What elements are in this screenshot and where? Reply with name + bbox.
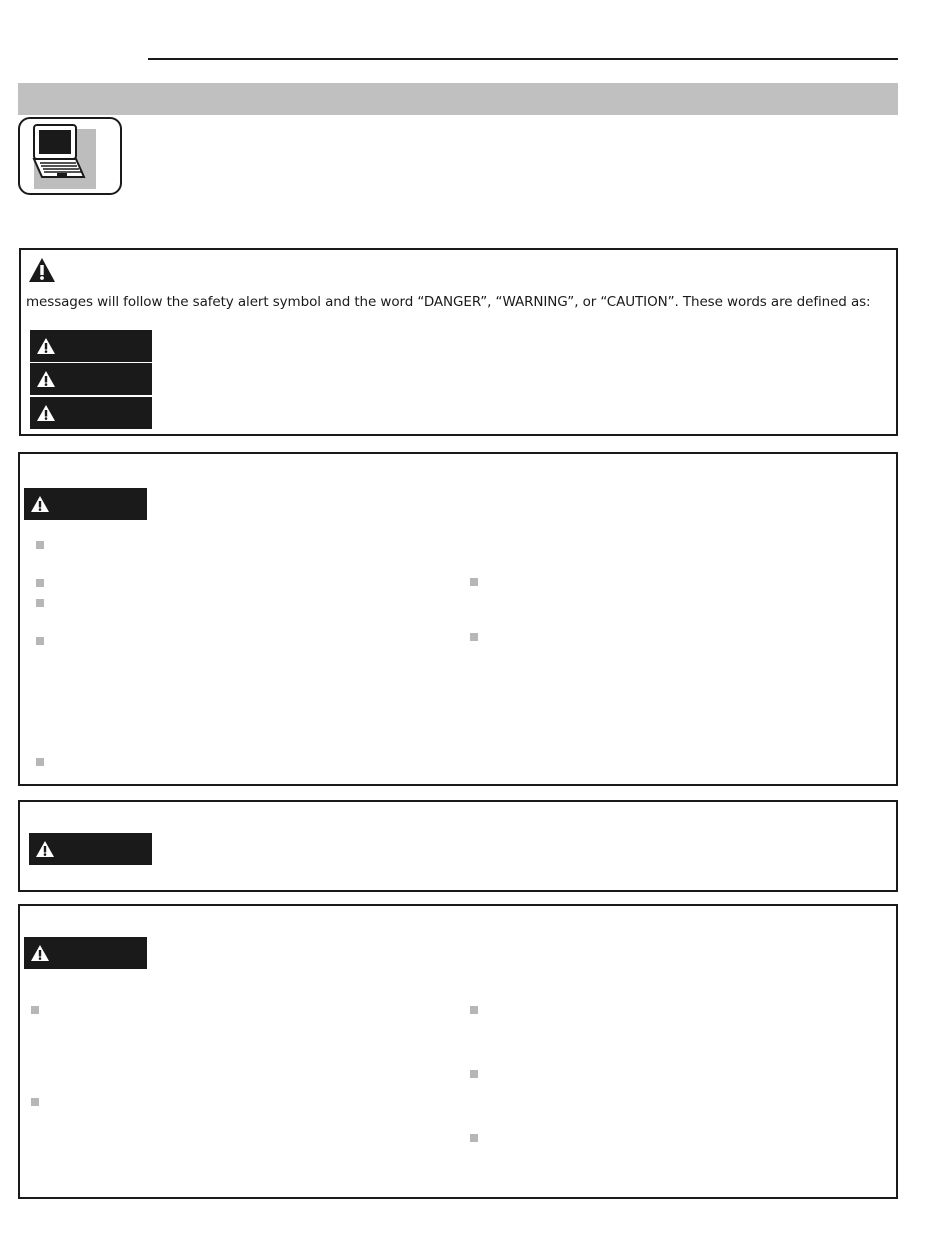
danger-label [30,330,152,362]
bullet-icon [31,1006,39,1014]
safety-intro-text: messages will follow the safety alert symbol and the word “DANGER”, “WARNING”, or “CAUTION”. These words are defined as: [26,294,871,310]
bullet-icon [470,1070,478,1078]
bullet-icon [470,1134,478,1142]
warning-label [30,363,152,395]
warning-label [24,488,147,520]
header-rule [148,58,898,60]
bullet-icon [36,541,44,549]
warning-panel-1 [18,452,898,786]
safety-alert-icon [30,495,50,513]
laptop-icon-box [18,117,122,195]
safety-alert-icon [36,337,56,355]
warning-label [29,833,152,865]
safety-alert-icon [35,840,55,858]
warning-label [24,937,147,969]
bullet-icon [36,599,44,607]
laptop-icon [20,119,120,193]
bullet-icon [36,637,44,645]
safety-alert-icon [28,257,56,283]
section-title-band [18,83,898,115]
bullet-icon [470,1006,478,1014]
safety-alert-icon [30,944,50,962]
warning-panel-3 [18,904,898,1199]
safety-alert-icon [36,404,56,422]
bullet-icon [470,633,478,641]
safety-alert-icon [36,370,56,388]
bullet-icon [31,1098,39,1106]
caution-label [30,397,152,429]
bullet-icon [36,758,44,766]
warning-panel-2 [18,800,898,892]
bullet-icon [470,578,478,586]
bullet-icon [36,579,44,587]
safety-definitions-panel [19,248,898,436]
